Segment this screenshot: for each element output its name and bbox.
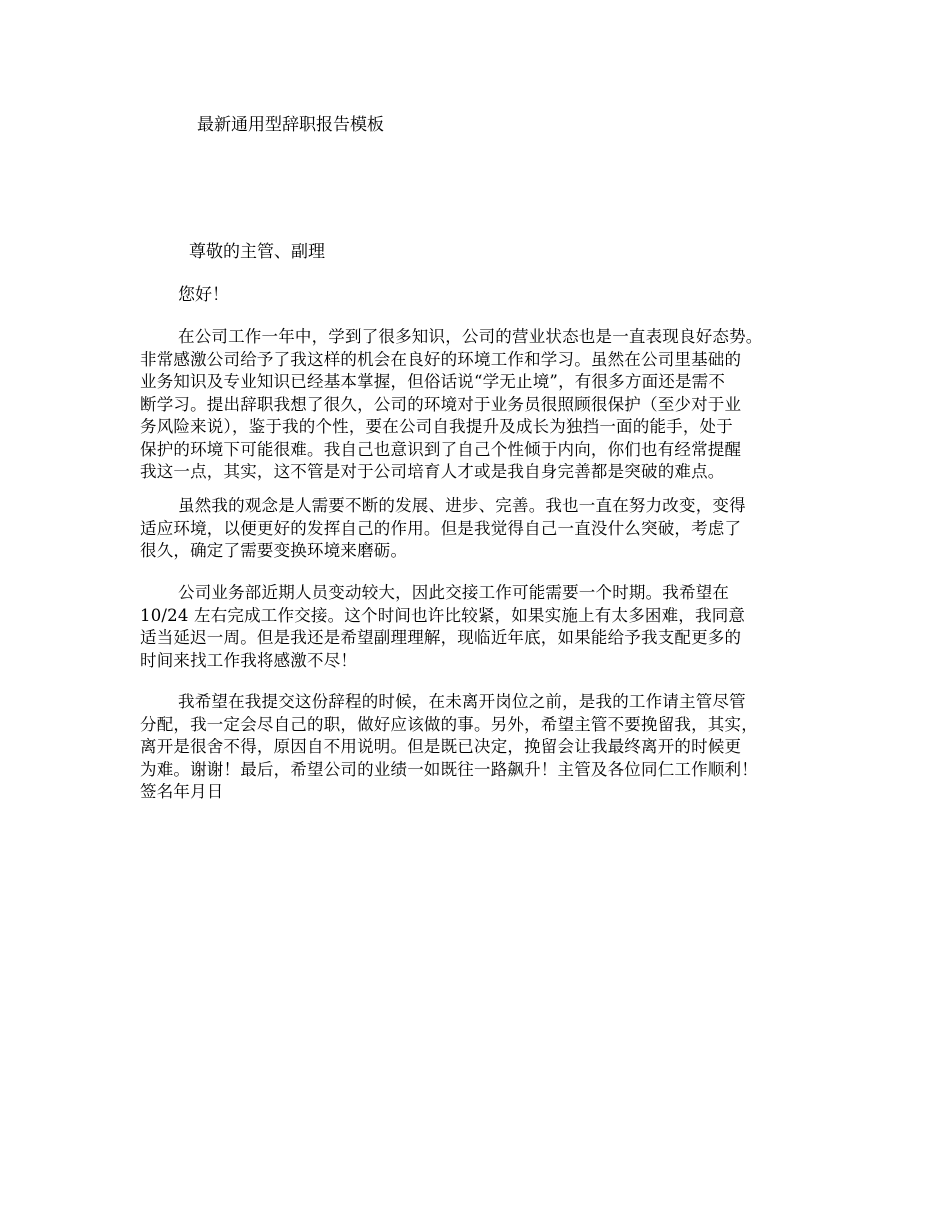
document-title: 最新通用型辞职报告模板	[197, 115, 384, 135]
paragraph-2	[140, 495, 830, 563]
paragraph-3	[140, 582, 830, 672]
paragraph-line: 务风险来说），鉴于我的个性，要在公司自我提升及成长为独挡一面的能手，处于	[140, 417, 733, 436]
paragraph-line: 业务知识及专业知识已经基本掌握，但俗话说“学无止境”，有很多方面还是需不	[140, 372, 726, 391]
paragraph-line: 在公司工作一年中，学到了很多知识，公司的营业状态也是一直表现良好态势。	[178, 327, 763, 346]
paragraph-line: 我这一点，其实，这不管是对于公司培育人才或是我自身完善都是突破的难点。	[140, 462, 725, 481]
paragraph-line: 离开是很舍不得，原因自不用说明。但是既已决定，挽留会让我最终离开的时候更	[140, 737, 742, 756]
paragraph-line: 为难。谢谢！最后，希望公司的业绩一如既往一路飙升！主管及各位同仁工作顺利！	[140, 759, 758, 779]
paragraph-line: 分配，我一定会尽自己的职，做好应该做的事。另外，希望主管不要挽留我，其实，	[140, 714, 758, 734]
salutation: 尊敬的主管、副理	[189, 242, 325, 262]
paragraph-line: 10/24 左右完成工作交接。这个时间也许比较紧，如果实施上有太多困难，我同意	[140, 605, 746, 625]
paragraph-line: 保护的环境下可能很难。我自己也意识到了自己个性倾于内向，你们也有经常提醒	[140, 439, 742, 459]
paragraph-4	[140, 691, 830, 804]
paragraph-line: 适应环境，以便更好的发挥自己的作用。但是我觉得自己一直没什么突破，考虑了	[140, 518, 742, 538]
paragraph-1	[140, 326, 830, 484]
paragraph-line: 我希望在我提交这份辞程的时候，在未离开岗位之前，是我的工作请主管尽管	[178, 692, 746, 711]
paragraph-line: 适当延迟一周。但是我还是希望副理理解，现临近年底，如果能给予我支配更多的	[140, 628, 742, 647]
greeting: 您好！	[178, 285, 229, 305]
paragraph-line: 公司业务部近期人员变动较大，因此交接工作可能需要一个时期。我希望在	[178, 583, 730, 602]
paragraph-line: 虽然我的观念是人需要不断的发展、进步、完善。我也一直在努力改变，变得	[178, 496, 746, 515]
paragraph-line: 非常感激公司给予了我这样的机会在良好的环境工作和学习。虽然在公司里基础的	[140, 349, 742, 369]
paragraph-line: 断学习。提出辞职我想了很久，公司的环境对于业务员很照顾很保护（至少对于业	[140, 394, 742, 414]
signature-date-line: 签名年月日	[140, 782, 224, 801]
paragraph-line: 时间来找工作我将感激不尽！	[140, 650, 358, 670]
paragraph-line: 很久，确定了需要变换环境来磨砺。	[140, 541, 408, 560]
